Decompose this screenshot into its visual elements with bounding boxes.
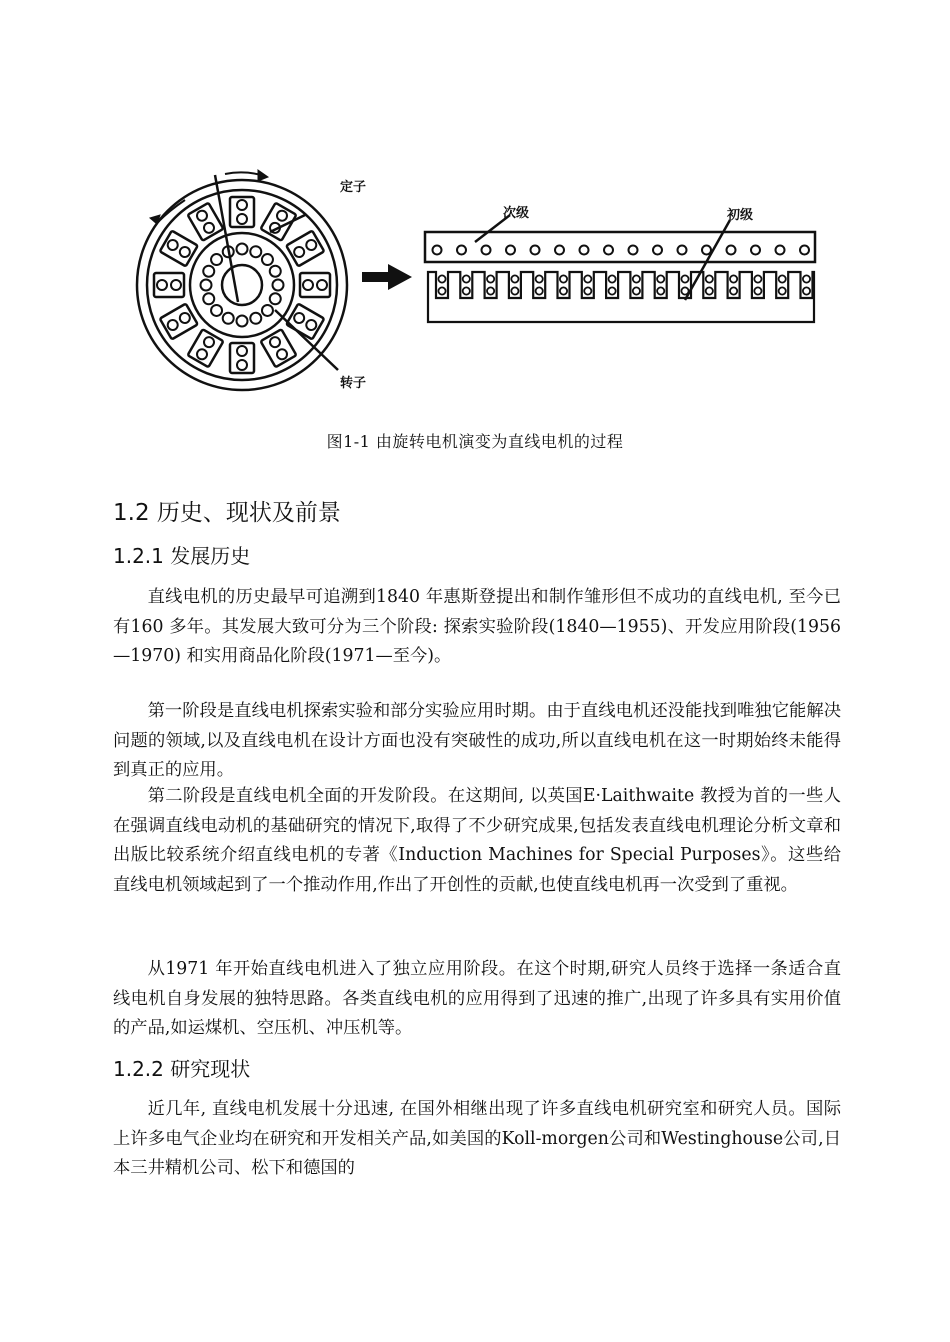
primary-conductor: [633, 287, 640, 294]
primary-conductor: [487, 287, 494, 294]
stator-inner: [147, 190, 337, 380]
secondary-conductor: [555, 246, 564, 255]
secondary-conductor: [457, 246, 466, 255]
rotor-conductor: [201, 280, 212, 291]
linear-motor: [425, 215, 815, 322]
slot-conductor: [166, 238, 180, 252]
primary-conductor: [730, 287, 737, 294]
paragraph: 第二阶段是直线电机全面的开发阶段。在这期间, 以英国E·Laithwaite 教授为首的一些人在强调直线电动机的基础研究的情况下,取得了不少研究成果,包括发表直线电机理论分析文章和出版比较系统介绍直线电机的专著《Induction Machines for Special Purposes》。这些给直线电机领域起到了一个推动作用,作出了开创性的贡献,也使直线电机再一次受到了重视。: [113, 786, 841, 895]
secondary-conductor: [604, 246, 613, 255]
slot-conductor: [195, 209, 209, 223]
primary-conductor: [609, 287, 616, 294]
label-rotor: 转子: [340, 376, 367, 391]
secondary-conductor: [702, 246, 711, 255]
primary-conductor: [706, 275, 713, 282]
primary-conductor: [754, 275, 761, 282]
section-heading: 1.2 历史、现状及前景: [113, 500, 341, 526]
slot-conductor: [178, 311, 192, 325]
slot-conductor: [171, 280, 181, 290]
primary-conductor: [609, 275, 616, 282]
rotor-conductor: [211, 254, 222, 265]
motor-diagram: [130, 160, 830, 400]
primary-conductor: [438, 287, 445, 294]
stator-slot: [160, 231, 198, 267]
primary-conductor: [584, 287, 591, 294]
primary-conductor: [803, 275, 810, 282]
primary-conductor: [681, 275, 688, 282]
label-primary: 初级: [727, 208, 754, 223]
paragraph: 直线电机的历史最早可追溯到1840 年惠斯登提出和制作雏形但不成功的直线电机, 至今已有160 多年。其发展大致可分为三个阶段: 探索实验阶段(1840—1955)、开发应用阶段(1956—1970) 和实用商品化阶段(1971—至今)。: [113, 587, 841, 667]
slot-box: [230, 197, 254, 227]
primary-conductor: [511, 275, 518, 282]
slot-conductor: [292, 311, 306, 325]
primary-conductor: [657, 287, 664, 294]
rotor-outer: [190, 233, 294, 337]
secondary-conductor: [776, 246, 785, 255]
slot-conductor: [237, 200, 247, 210]
slot-box: [230, 343, 254, 373]
rotor-conductor: [223, 313, 234, 324]
rotor-conductor: [237, 244, 248, 255]
label-secondary: 次级: [503, 206, 530, 221]
rotor-conductor: [203, 293, 214, 304]
stator-slot: [230, 197, 254, 227]
stator-slot: [286, 231, 324, 267]
rotor-conductor: [270, 266, 281, 277]
paragraph: 近几年, 直线电机发展十分迅速, 在国外相继出现了许多直线电机研究室和研究人员。国际上许多电气企业均在研究和开发相关产品,如美国的Koll-morgen公司和Westinghouse公司,日本三井精机公司、松下和德国的: [113, 1099, 841, 1179]
secondary-conductor: [751, 246, 760, 255]
secondary-conductor: [727, 246, 736, 255]
paragraph: 从1971 年开始直线电机进入了独立应用阶段。在这个时期,研究人员终于选择一条适合直线电机自身发展的独特思路。各类直线电机的应用得到了迅速的推广,出现了许多具有实用价值的产品,如运煤机、空压机、冲压机等。: [113, 959, 841, 1039]
primary-conductor: [487, 275, 494, 282]
rotor-conductor: [203, 266, 214, 277]
slot-box: [300, 273, 330, 297]
rotor-conductor: [250, 246, 261, 257]
slot-conductor: [237, 214, 247, 224]
secondary-conductor: [629, 246, 638, 255]
arrow-shaft: [362, 272, 392, 282]
primary-conductor: [560, 287, 567, 294]
label-stator: 定子: [340, 180, 367, 195]
rotor-conductor: [237, 316, 248, 327]
slot-conductor: [275, 209, 289, 223]
slot-conductor: [268, 335, 282, 349]
arrow-head: [388, 264, 412, 290]
rotary-motor: [137, 170, 347, 390]
primary-conductor: [706, 287, 713, 294]
rotor-conductor: [262, 254, 273, 265]
slot-conductor: [304, 238, 318, 252]
slot-conductor: [275, 347, 289, 361]
primary-conductor: [633, 275, 640, 282]
primary-core: [428, 272, 814, 322]
figure-caption: 图1-1 由旋转电机演变为直线电机的过程: [326, 432, 624, 451]
slot-box: [261, 329, 297, 367]
slot-conductor: [202, 335, 216, 349]
primary-conductor: [438, 275, 445, 282]
primary-conductor: [730, 275, 737, 282]
secondary-conductor: [433, 246, 442, 255]
slot-box: [160, 231, 198, 267]
rotation-arrowhead: [258, 170, 268, 181]
slot-conductor: [166, 318, 180, 332]
rotor-conductor: [262, 305, 273, 316]
primary-conductor: [657, 275, 664, 282]
slot-conductor: [304, 318, 318, 332]
subsection-heading: 1.2.1 发展历史: [113, 544, 251, 568]
slot-conductor: [303, 280, 313, 290]
stator-slot: [154, 273, 184, 297]
slot-box: [188, 329, 224, 367]
slot-conductor: [195, 347, 209, 361]
slot-conductor: [157, 280, 167, 290]
stator-slot: [188, 203, 224, 241]
subsection-heading: 1.2.2 研究现状: [113, 1057, 251, 1081]
paragraph: 第一阶段是直线电机探索实验和部分实验应用时期。由于直线电机还没能找到唯独它能解决问题的领域,以及直线电机在设计方面也没有突破性的成功,所以直线电机在这一时期始终未能得到真正的应用。: [113, 701, 841, 781]
rotor-conductor: [250, 313, 261, 324]
slot-conductor: [237, 346, 247, 356]
secondary-conductor: [653, 246, 662, 255]
primary-conductor: [779, 287, 786, 294]
primary-conductor: [511, 287, 518, 294]
slot-conductor: [237, 360, 247, 370]
slot-conductor: [292, 245, 306, 259]
secondary-conductor: [482, 246, 491, 255]
primary-conductor: [463, 287, 470, 294]
secondary-conductor: [506, 246, 515, 255]
rotor-conductor: [273, 280, 284, 291]
figure-motor-evolution: [130, 160, 830, 400]
slot-conductor: [178, 245, 192, 259]
secondary-conductor: [531, 246, 540, 255]
secondary-conductor: [678, 246, 687, 255]
primary-conductor: [560, 275, 567, 282]
rotor-shaft: [222, 265, 262, 305]
slot-conductor: [202, 221, 216, 235]
slot-conductor: [317, 280, 327, 290]
slot-box: [160, 304, 198, 340]
stator-slot: [286, 304, 324, 340]
slot-box: [286, 304, 324, 340]
primary-conductor: [754, 287, 761, 294]
stator-slot: [300, 273, 330, 297]
secondary-conductor: [800, 246, 809, 255]
stator-slot: [261, 329, 297, 367]
rotor-conductor: [270, 293, 281, 304]
primary-conductor: [584, 275, 591, 282]
stator-slot: [230, 343, 254, 373]
stator-slot: [188, 329, 224, 367]
slot-box: [286, 231, 324, 267]
stator-slot: [160, 304, 198, 340]
primary-conductor: [803, 287, 810, 294]
evolution-arrow: [362, 264, 412, 290]
primary-conductor: [536, 287, 543, 294]
secondary-conductor: [580, 246, 589, 255]
slot-box: [188, 203, 224, 241]
primary-conductor: [463, 275, 470, 282]
rotor-conductor: [211, 305, 222, 316]
slot-box: [154, 273, 184, 297]
primary-conductor: [536, 275, 543, 282]
primary-conductor: [779, 275, 786, 282]
